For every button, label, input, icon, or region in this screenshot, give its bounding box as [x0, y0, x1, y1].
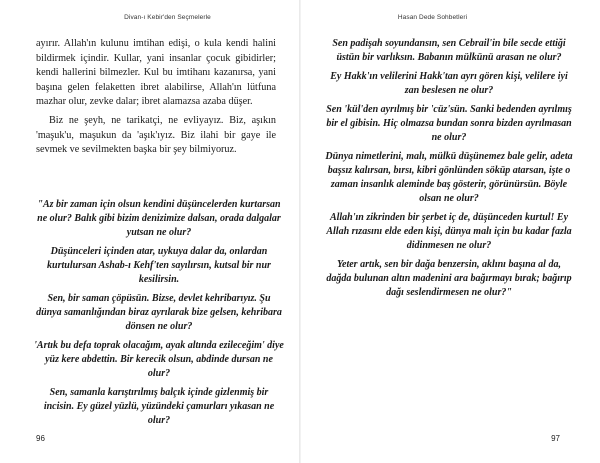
- verse: Sen, bir saman çöpüsün. Bizse, devlet kehribarıyız. Şu dünya samanlığından biraz ayrılarak bize gelsen, kehribara dönsen ne olur?: [36, 293, 282, 333]
- verse: Ey Hakk'ın velilerini Hakk'tan ayrı gören kişi, velilere iyi zan beslesen ne olur?: [330, 70, 568, 96]
- verse: 'Artık bu defa toprak olacağım, ayak altında ezileceğim' diye yüz kere abdettin. Bir kerecik olsun, abdinde dursan ne olur?: [34, 340, 284, 380]
- verse: "Az bir zaman için olsun kendini düşüncelerden kurtarsan ne olur? Balık gibi bizim denizimize dalsan, orada dalgalar yutsan ne olur?: [37, 199, 281, 239]
- prose-paragraph: ayırır. Allah'ın kulunu imtihan edişi, o kula kendi halini bildirmek içindir. Kullar, yani insanlar çocuk gibidirler; kendi hallerini bilmezler. Kul bu imtihanı kazanırsa, yani başına gelen felaketten ibret alabilirse, Allah'ın lütfuna mazhar olur, zevke dalar; ibret alamazsa azaba düşer.: [36, 38, 276, 108]
- verse: Yeter artık, sen bir dağa benzersin, aklını başına al da, dağda bulunan altın madenini ara bağırmayı bırak; bağırıp dağı seslendirmesen ne olur?": [326, 258, 572, 299]
- left-page-number: 96: [36, 434, 45, 443]
- verse: Allah'ın zikrinden bir şerbet iç de, düşünceden kurtul! Ey Allah rızasını elde eden kişi, dünya malı için bu kadar fazla didinmesen ne olur?: [326, 211, 572, 252]
- right-verses: [324, 37, 574, 305]
- verse: Sen 'kül'den ayrılmış bir 'cüz'sün. Sanki bedenden ayrılmış bir el gibisin. Hiç olmazsa bundan sonra bizden ayrılmasan ne olur?: [326, 103, 572, 143]
- left-verses: [34, 198, 284, 433]
- prose-paragraph: Biz ne şeyh, ne tarikatçi, ne evliyayız. Biz, aşıkın 'maşuk'u, maşukun da 'aşık'ıyız. Biz ilahi bir gaye ile sevmek ve sevilmekten başka bir şey bilmiyoruz.: [36, 114, 276, 156]
- right-page-number: 97: [551, 434, 560, 443]
- verse: Dünya nimetlerini, malı, mülkü düşünemez bale gelir, adeta başsız kalırsan, bırsı, kibri gönlünden söküp atarsan, işte o zaman insanlık aleminde baş gösterir, görünürsün. Böyle olsan ne olur?: [325, 150, 573, 205]
- left-prose: [36, 37, 276, 158]
- left-running-header: Divan-ı Kebir'den Seçmelerle: [124, 14, 211, 21]
- verse: Sen padişah soyundansın, sen Cebrail'in bile secde ettiği üstün bir varlıksın. Babanın mülkünü arasan ne olur?: [332, 38, 566, 64]
- verse: Düşünceleri içinden atar, uykuya dalar da, onlardan kurtulursan Ashab-ı Kehf'ten sayılırsın, kutsal bir nur kesilirsin.: [47, 246, 271, 286]
- right-page: [300, 0, 600, 463]
- right-running-header: Hasan Dede Sohbetleri: [397, 14, 468, 21]
- verse: Sen, samanla karıştırılmış balçık içinde gizlenmiş bir incisin. Ey güzel yüzlü, yüzündeki çamurları yıkasan ne olur?: [43, 387, 275, 427]
